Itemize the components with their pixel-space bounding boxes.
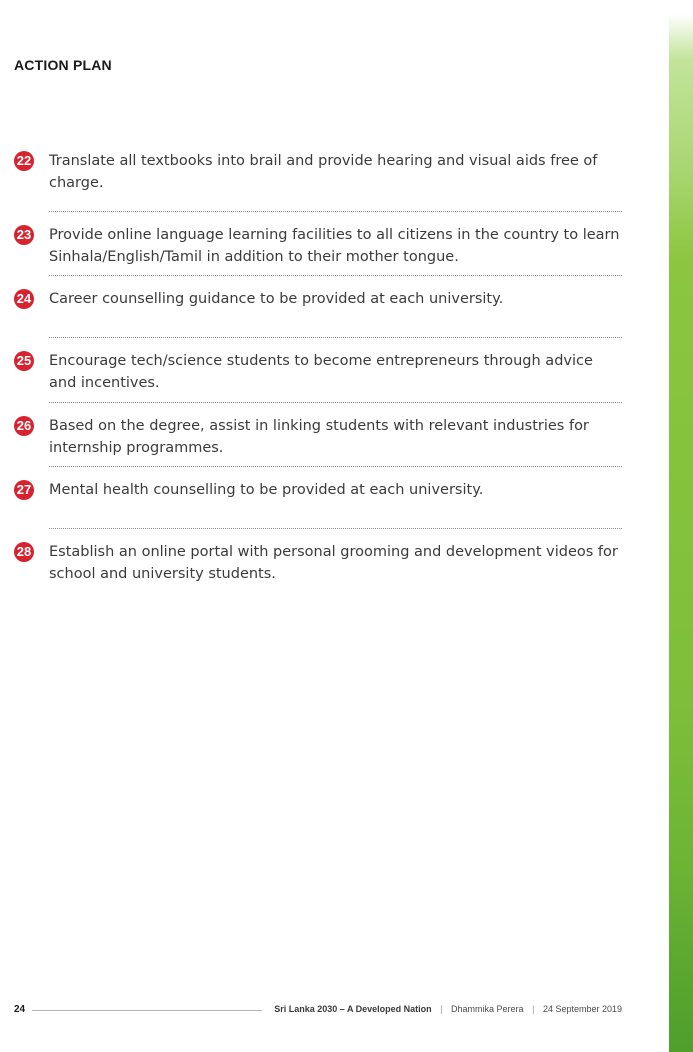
list-item	[14, 479, 622, 529]
footer-separator: |	[532, 1004, 535, 1014]
green-side-bar	[669, 0, 693, 1052]
item-number-badge: 24	[14, 289, 34, 309]
document-date: 24 September 2019	[542, 1004, 622, 1014]
divider	[49, 211, 622, 212]
list-item	[14, 415, 622, 467]
list-item	[14, 541, 622, 585]
action-plan-list	[14, 150, 622, 585]
divider	[49, 528, 622, 529]
item-text: Mental health counselling to be provided at each university.	[49, 482, 484, 498]
document-title: Sri Lanka 2030 – A Developed Nation	[274, 1004, 432, 1014]
item-number-badge: 27	[14, 480, 34, 500]
list-item	[14, 288, 622, 338]
divider	[49, 402, 622, 403]
item-number-badge: 23	[14, 225, 34, 245]
divider	[49, 275, 622, 276]
footer-rule	[32, 1010, 262, 1011]
list-item	[14, 150, 622, 212]
item-text: Establish an online portal with personal grooming and development videos for school and university students.	[49, 544, 618, 582]
side-bar-notch	[669, 0, 693, 14]
item-text: Encourage tech/science students to become entrepreneurs through advice and incentives.	[49, 353, 593, 391]
list-item	[14, 224, 622, 276]
footer-meta	[274, 1004, 622, 1014]
page-footer	[14, 1002, 622, 1018]
page-title: ACTION PLAN	[14, 57, 112, 73]
side-bar-shade	[669, 870, 693, 1052]
divider	[49, 466, 622, 467]
list-item	[14, 350, 622, 403]
item-number-badge: 26	[14, 416, 34, 436]
footer-separator: |	[440, 1004, 443, 1014]
author-name: Dhammika Perera	[451, 1004, 524, 1014]
divider	[49, 337, 622, 338]
item-number-badge: 28	[14, 542, 34, 562]
item-number-badge: 25	[14, 351, 34, 371]
page-number: 24	[14, 1004, 26, 1015]
item-text: Career counselling guidance to be provided at each university.	[49, 291, 504, 307]
item-text: Based on the degree, assist in linking students with relevant industries for internship programmes.	[49, 418, 589, 456]
item-number-badge: 22	[14, 151, 34, 171]
item-text: Provide online language learning facilities to all citizens in the country to learn Sinhala/English/Tamil in addition to their mother tongue.	[49, 227, 620, 265]
item-text: Translate all textbooks into brail and provide hearing and visual aids free of charge.	[49, 153, 598, 191]
